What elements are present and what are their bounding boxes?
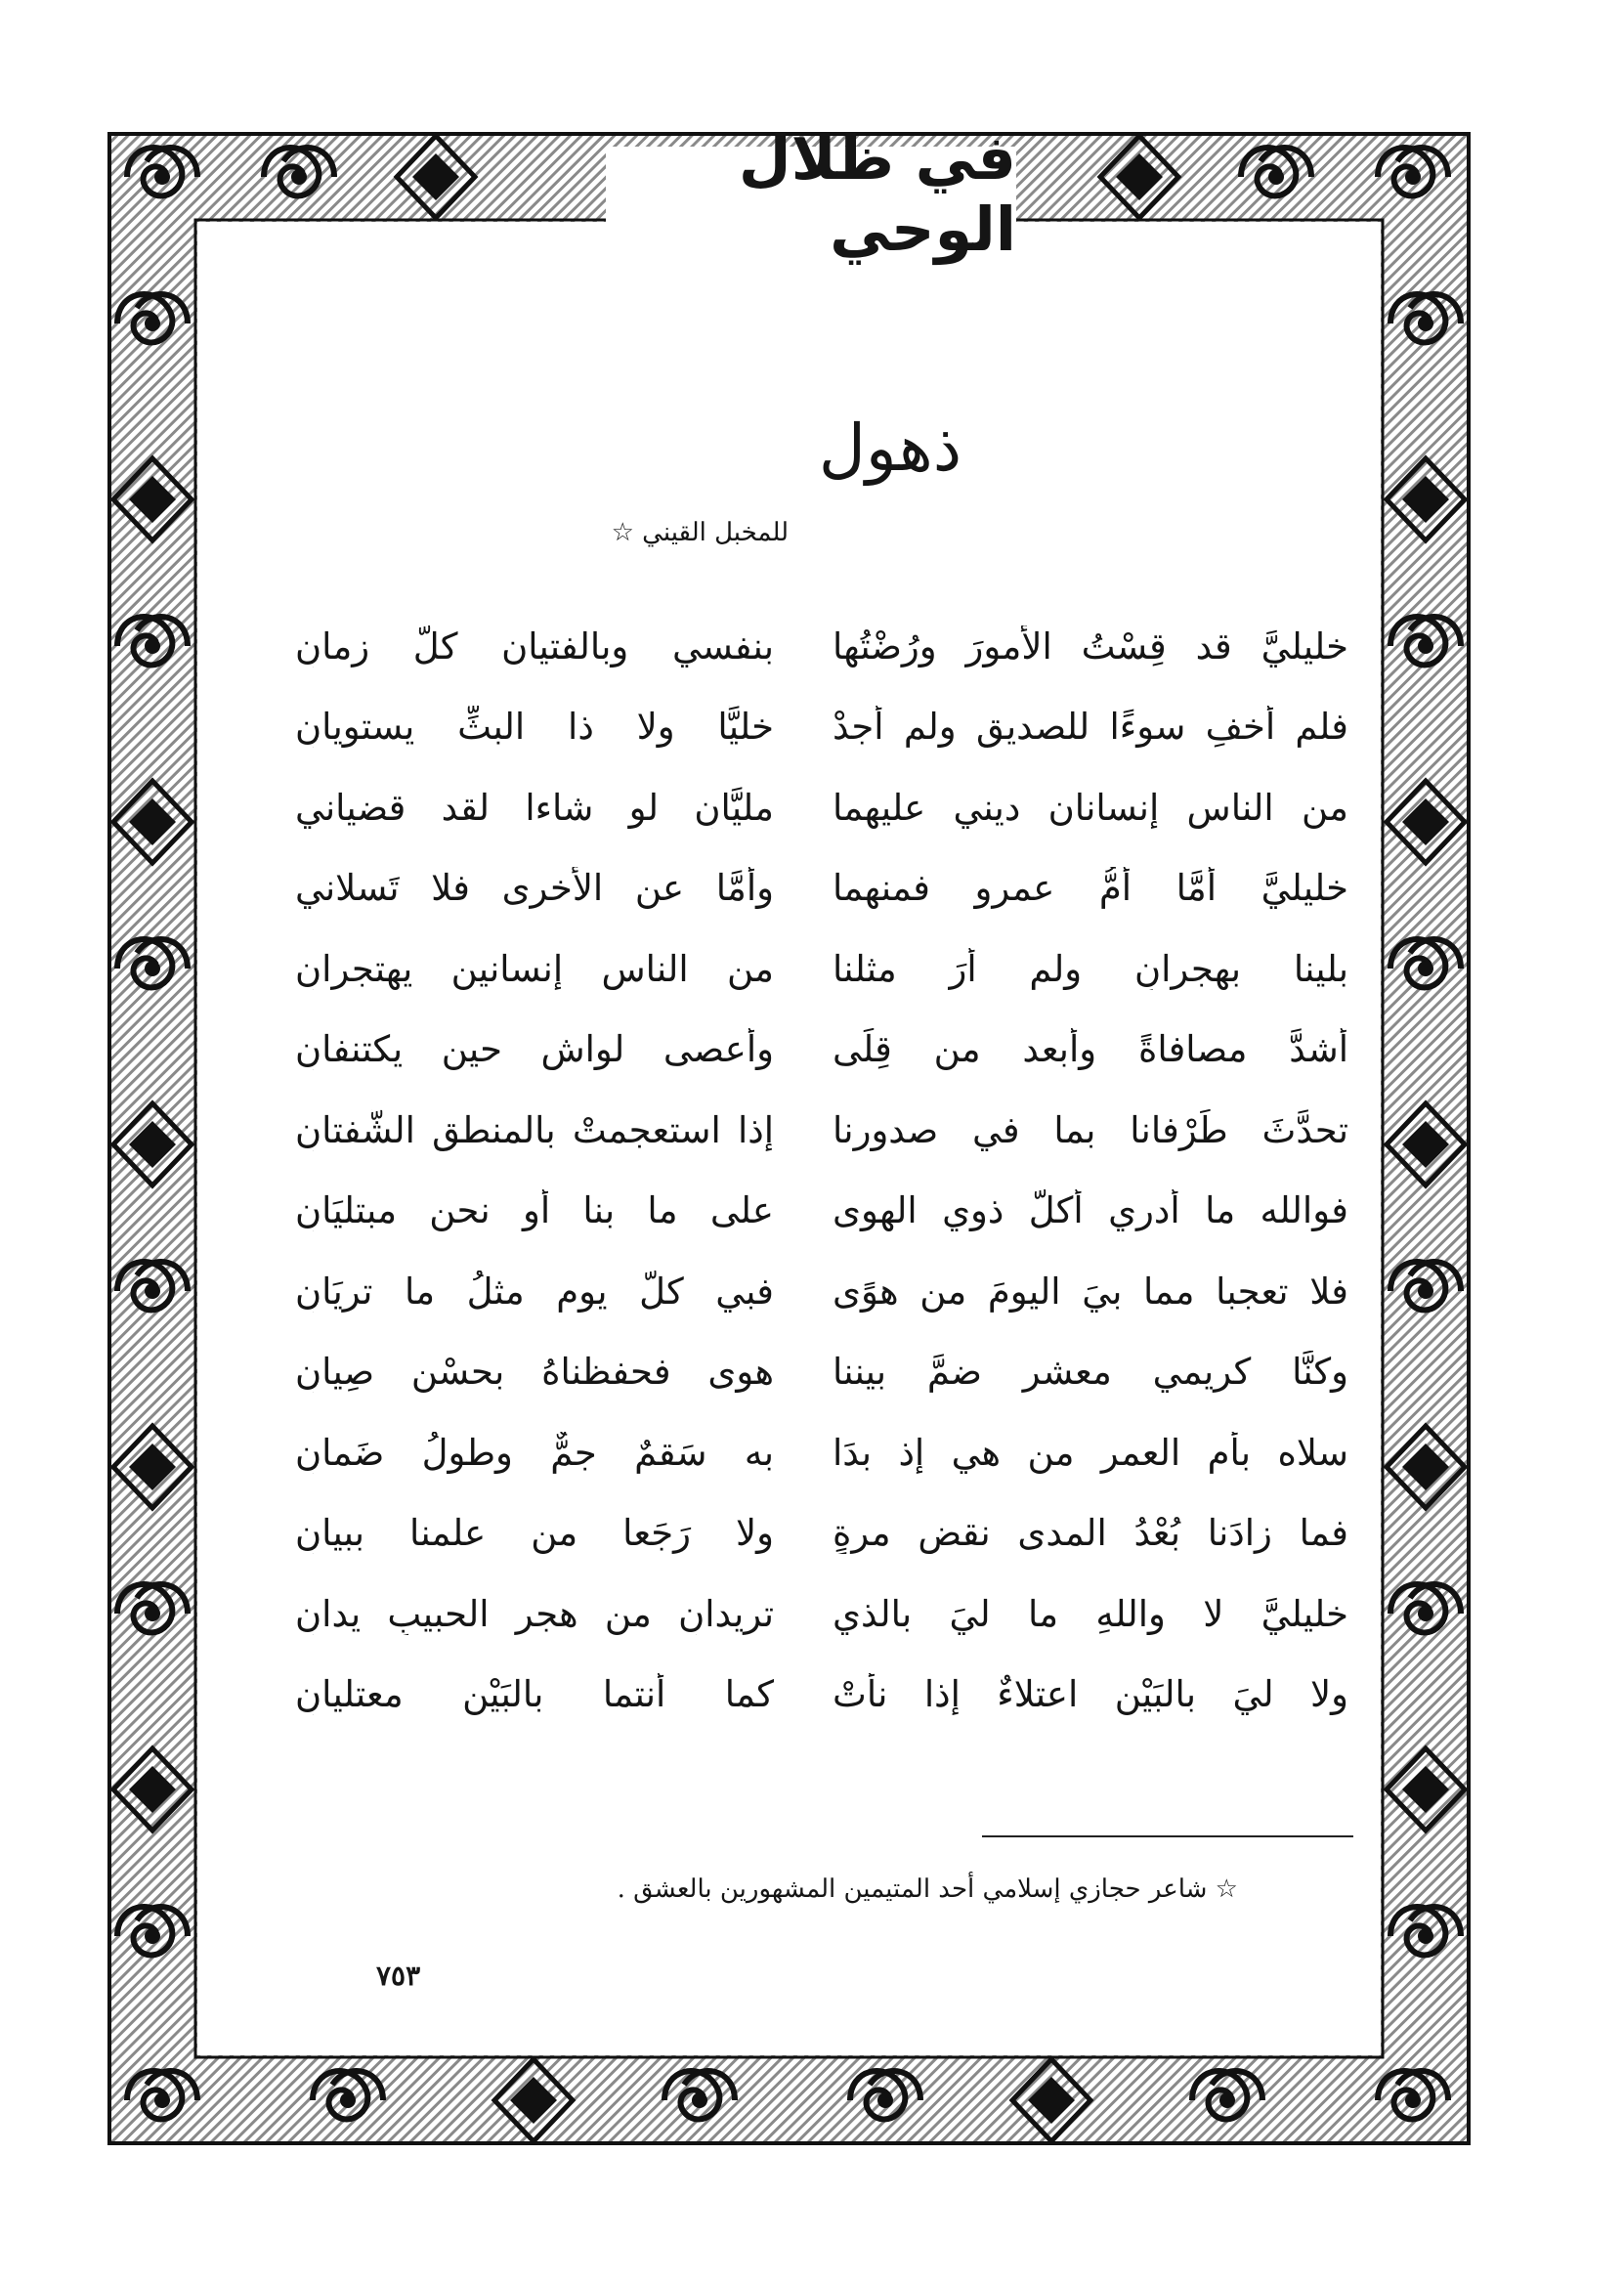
verse	[293, 848, 1348, 929]
verse	[293, 1493, 1348, 1574]
poem-title: ذهول	[818, 410, 962, 486]
verse-first-hemistich: خليليَّ قد قِسْتُ الأمورَ ورُضْتُها	[833, 625, 1348, 668]
verse-second-hemistich: على ما بنا أو نحن مبتليَانِ	[295, 1189, 774, 1232]
verse	[293, 1412, 1348, 1493]
verse-first-hemistich: ولا ليَ بالبَيْنِ اعتلاءٌ إذا نأتْ	[833, 1673, 1348, 1716]
verse-second-hemistich: بنفسي وبالفتيانِ كلَّ زمانِ	[295, 625, 774, 668]
verse-second-hemistich: خليًّا ولا ذا البثِّ يستويانِ	[295, 706, 774, 749]
footnote-divider	[982, 1835, 1353, 1837]
verse	[293, 1655, 1348, 1736]
verse-first-hemistich: سلاه بأم العمر من هي إذ بدَا	[833, 1431, 1348, 1474]
verse	[293, 767, 1348, 848]
verse-second-hemistich: وأعصى لواشٍ حين يكتنفانِ	[295, 1028, 774, 1071]
verse	[293, 1251, 1348, 1332]
verse-second-hemistich: كما أنتما بالبَيْنِ معتليانِ	[295, 1673, 774, 1716]
verse-first-hemistich: وكنَّا كريمي معشرٍ ضمَّ بيننا	[833, 1351, 1348, 1394]
header-title: في ظلال الوحي	[606, 147, 1016, 239]
verse-first-hemistich: فلا تعجبا مما بيَ اليومَ من هوًى	[833, 1270, 1348, 1313]
footnote: ☆ شاعر حجازي إسلامي أحد المتيمين المشهورين بالعشق .	[617, 1875, 1238, 1904]
verse-second-hemistich: تريدانِ من هجرِ الحبيبِ يدانِ	[295, 1592, 774, 1635]
verse-second-hemistich: مليَّانِ لو شاءا لقد قضياني	[295, 786, 774, 829]
verse-first-hemistich: من الناس إنسانان ديني عليهما	[833, 786, 1348, 829]
verse	[293, 1010, 1348, 1091]
verse-second-hemistich: فبي كلَّ يومٍ مثلُ ما تريَانِ	[295, 1270, 774, 1313]
verse	[293, 606, 1348, 687]
verse-second-hemistich: هوى فحفظناهُ بحسْنِ صِيانِ	[295, 1351, 774, 1394]
verse	[293, 1090, 1348, 1171]
verse-second-hemistich: إذا استعجمتْ بالمنطقِ الشَّفتانِ	[295, 1108, 774, 1151]
verse	[293, 1171, 1348, 1252]
verse-second-hemistich: من الناسِ إنسانين يهتجرانِ	[295, 947, 774, 990]
verse-first-hemistich: تحدَّثَ طَرْفانا بما في صدورِنا	[833, 1108, 1348, 1151]
poet-attribution: للمخبل القيني ☆	[611, 518, 789, 547]
verse-first-hemistich: أشدَّ مصافاةً وأبعد من قِلًى	[833, 1028, 1348, 1071]
verse-second-hemistich: به سَقمٌ جمٌّ وطولُ ضَمانِ	[295, 1431, 774, 1474]
poem-verses	[293, 606, 1348, 1735]
verse-first-hemistich: خليليَّ لا واللهِ ما ليَ بالذي	[833, 1592, 1348, 1635]
verse	[293, 928, 1348, 1010]
verse	[293, 1332, 1348, 1413]
verse-first-hemistich: بلينا بهجرانٍ ولم أرَ مثلنا	[833, 947, 1348, 990]
verse-second-hemistich: وأمَّا عن الأخرى فلا تَسلاني	[295, 867, 774, 910]
verse-first-hemistich: فوالله ما أدري أكلُّ ذوي الهوى	[833, 1189, 1348, 1232]
page-number: ٧٥٣	[376, 1960, 421, 1992]
verse	[293, 687, 1348, 768]
verse-first-hemistich: فما زادَنا بُعْدُ المدى نقض مرةٍ	[833, 1512, 1348, 1555]
verse-second-hemistich: ولا رَجَعا من علمنا ببيانِ	[295, 1512, 774, 1555]
verse-first-hemistich: فلم أخفِ سوءًا للصديقِ ولم أجدْ	[833, 706, 1348, 749]
verse	[293, 1573, 1348, 1655]
verse-first-hemistich: خليليَّ أمَّا أمُّ عمرٍو فمنهما	[833, 867, 1348, 910]
